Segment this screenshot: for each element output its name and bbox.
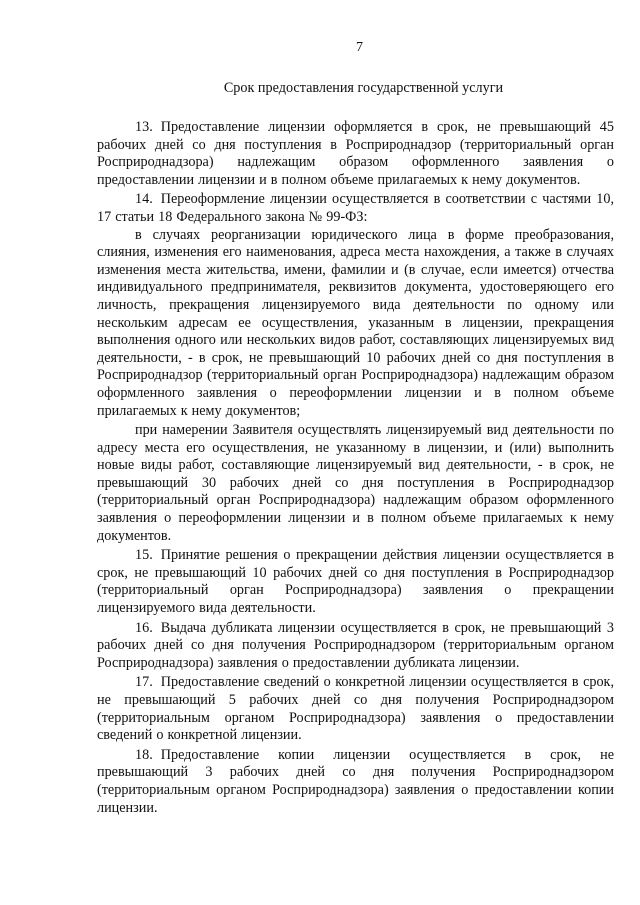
page-number: 7 [356,40,363,55]
paragraph-text: Предоставление лицензии оформляется в срок, не превышающий 45 рабочих дней со дня поступления в Росприроднадзор (территориальный орган Росприроднадзора) надлежащим образом оформленного заявления о предоставлении лицензии и в полном объеме прилагаемых к нему документов. [97,119,614,188]
paragraph-text: Принятие решения о прекращении действия лицензии осуществляется в срок, не превышающий 10 рабочих дней со дня поступления в Росприроднадзор (территориальный орган Росприроднадзора) заявления о прекращении лицензируемого вида деятельности. [97,547,614,617]
paragraph-number: 17. [135,674,153,691]
paragraph-18 [97,747,614,817]
paragraph-text: в случаях реорганизации юридического лица в форме преобразования, слияния, изменения его наименования, адреса места нахождения, а также в случаях изменения места жительства, имени, фамилии и (в случае, если имеется) отчества индивидуального предпринимателя, реквизитов документа, удостоверяющего его личность, прекращения лицензируемого вида деятельности по одному или нескольким адресам ее осуществления, указанным в лицензии, прекращения выполнения одного или нескольких видов работ, составляющих лицензируемых вид деятельности, - в срок, не превышающий 10 рабочих дней со дня поступления в Росприроднадзор (территориальный орган Росприроднадзора) надлежащим образом оформленного заявления о переоформлении лицензии и в полном объеме прилагаемых к нему документов; [97,226,614,419]
paragraph-number: 16. [135,619,153,636]
paragraph-text: при намерении Заявителя осуществлять лицензируемый вид деятельности по адресу места его осуществления, не указанному в лицензии, и (или) выполнить новые виды работ, составляющие лицензируемый вид деятельности, - в срок, не превышающий 30 рабочих дней со дня поступления в Росприроднадзор (территориальный орган Росприроднадзора) надлежащим образом оформленного заявления о переоформлении лицензии и в полном объеме прилагаемых к нему документов. [97,422,614,544]
paragraph-15 [97,547,614,617]
section-title: Срок предоставления государственной услуги [223,80,504,96]
paragraph-14-item-2 [97,422,614,545]
paragraph-17 [97,674,614,744]
paragraph-number: 15. [135,547,153,564]
paragraph-number: 18. [135,746,153,763]
paragraph-14-item-1 [97,227,614,421]
paragraph-13 [97,119,614,189]
paragraph-text: Предоставление сведений о конкретной лицензии осуществляется в срок, не превышающий 5 рабочих дней со дня получения Росприроднадзором (территориальным органом Росприроднадзора) заявления о предоставлении сведений о конкретной лицензии. [97,674,614,744]
paragraph-text: Предоставление копии лицензии осуществляется в срок, не превышающий 3 рабочих дней со дня получения Росприроднадзором (территориальным органом Росприроднадзора) заявления о предоставлении копии лицензии. [97,746,614,816]
paragraph-text: Выдача дубликата лицензии осуществляется в срок, не превышающий 3 рабочих дней со дня получения Росприроднадзором (территориальным органом Росприроднадзора) заявления о предоставлении дубликата лицензии. [97,619,614,671]
paragraph-number: 13. [135,119,153,135]
paragraph-14 [97,191,614,226]
paragraph-16 [97,620,614,673]
paragraph-number: 14. [135,191,153,208]
paragraph-text: Переоформление лицензии осуществляется в соответствии с частями 10, 17 статьи 18 Федерального закона № 99-ФЗ: [97,191,614,225]
